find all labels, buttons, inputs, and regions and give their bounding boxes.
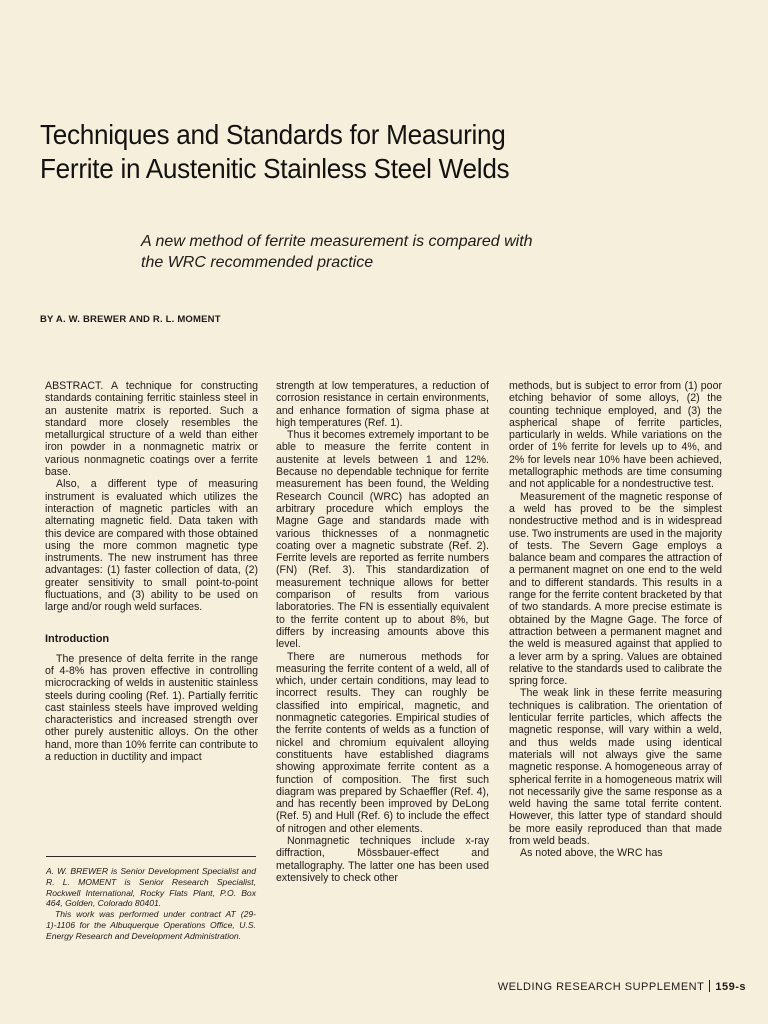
intro-paragraph: The presence of delta ferrite in the range of 4-8% has proven effective in controlling microcracking of welds in austenitic stainless steels during cooling (Ref. 1). Partially ferritic cast stainless steels have improved welding characteristics and increased strength over other purely austenitic alloys. On the other hand, more than 10% ferrite can contribute to a reduction in ductility and impact [45,652,258,764]
body-paragraph: Nonmagnetic techniques include x-ray diffraction, Mössbauer-effect and metallography. The latter one has been used extensively to check other [276,834,489,884]
section-heading-introduction: Introduction [45,632,110,645]
text-column-3 [509,380,722,860]
body-paragraph: There are numerous methods for measuring the ferrite content of a weld, all of which, under certain conditions, may lead to incorrect results. They can roughly be classified into empirical, magnetic, and nonmagnetic categories. Empirical studies of the ferrite contents of welds as a function of nickel and chromium equivalent alloying constituents have established diagrams showing approximate ferrite content as a function of composition. The first such diagram was prepared by Schaeffler (Ref. 4), and has recently been improved by DeLong (Ref. 5) and Hull (Ref. 6) to include the effect of nitrogen and other elements. [276,650,489,835]
body-paragraph: The weak link in these ferrite measuring techniques is calibration. The orientation of lenticular ferrite particles, which affects the magnetic response, will vary within a weld, and thus welds made using identical materials will not always give the same magnetic response. A homogeneous array of spherical ferrite in a homogeneous matrix will not necessarily give the same response as a weld having the same total ferrite content. However, this latter type of standard should be more easily reproduced than that made from weld beads. [509,687,722,847]
body-paragraph: Measurement of the magnetic response of a weld has proved to be the simplest nondestructive method and is in widespread use. Two instruments are used in the majority of tests. The Severn Gage employs a balance beam and compares the attraction of a permanent magnet on one end to the weld and to different standards. This results in a range for the ferrite content bracketed by that of two standards. A more precise estimate is obtained by the Magne Gage. The force of attraction between a permanent magnet and the weld is measured against that applied to a lever arm by a spring. Values are obtained relative to the standards used to calibrate the spring force. [509,490,722,688]
footnote-divider [46,856,256,857]
body-paragraph: Thus it becomes extremely important to be able to measure the ferrite content in austenite at levels between 1 and 12%. Because no dependable technique for ferrite measurement has been found, the Welding Research Council (WRC) has adopted an arbitrary procedure which employs the Magne Gage and standards made with various thicknesses of a nonmagnetic coating over a magnetic substrate (Ref. 2). Ferrite levels are reported as ferrite numbers (FN) (Ref. 3). This standardization of measurement technique allows for better comparison of results from various laboratories. The FN is essentially equivalent to the ferrite content up to about 8%, but differs by increasing amounts above this level. [276,429,489,651]
footnote-authors: A. W. BREWER is Senior Development Specialist and R. L. MOMENT is Senior Research Specialist, Rockwell International, Rocky Flats Plant, P.O. Box 464, Golden, Colorado 80401. [46,866,256,909]
page-footer [498,980,746,993]
body-paragraph: methods, but is subject to error from (1) poor etching behavior of some alloys, (2) the counting technique employed, and (3) the aspherical shape of ferrite particles, particularly in welds. While variations on the order of 1% ferrite for levels up to 4%, and 2% for levels near 10% have been achieved, metallographic methods are time consuming and not applicable for a nondestructive test. [509,380,722,491]
abstract-paragraph: ABSTRACT. A technique for constructing standards containing ferritic stainless steel in an austenite matrix is reported. Such a standard more closely resembles the metallurgical structure of a weld than either iron powder in a nonmagnetic matrix or various nonmagnetic coatings over a ferrite base. [45,380,258,479]
body-paragraph: strength at low temperatures, a reduction of corrosion resistance in certain environments, and enhance formation of sigma phase at high temperatures (Ref. 1). [276,380,489,429]
text-column-2 [276,380,489,884]
footnote-contract: This work was performed under contract AT (29-1)-1106 for the Albuquerque Operations Office, U.S. Energy Research and Development Administration. [46,909,256,941]
footer-separator [709,980,710,992]
author-byline: BY A. W. BREWER AND R. L. MOMENT [40,314,221,325]
title-line-2: Ferrite in Austenitic Stainless Steel Welds [40,153,510,184]
journal-name: WELDING RESEARCH SUPPLEMENT [497,981,705,993]
author-footnote [46,866,256,942]
subtitle-line-1: A new method of ferrite measurement is compared with [141,233,533,250]
subtitle-line-2: the WRC recommended practice [141,254,374,271]
body-paragraph: As noted above, the WRC has [520,847,663,860]
title-line-1: Techniques and Standards for Measuring [40,119,506,150]
page-number: 159-s [715,981,746,993]
article-title [40,118,705,186]
article-subtitle [141,231,741,273]
abstract-paragraph-2: Also, a different type of measuring instrument is evaluated which utilizes the interaction of magnetic particles with an alternating magnetic field. Data taken with this device are compared with those obtained using the more common magnetic type instruments. The new instrument has three advantages: (1) faster collection of data, (2) greater sensitivity to small point-to-point fluctuations, and (3) ability to be used on large and/or rough weld surfaces. [45,478,258,614]
text-column-1 [45,380,258,763]
